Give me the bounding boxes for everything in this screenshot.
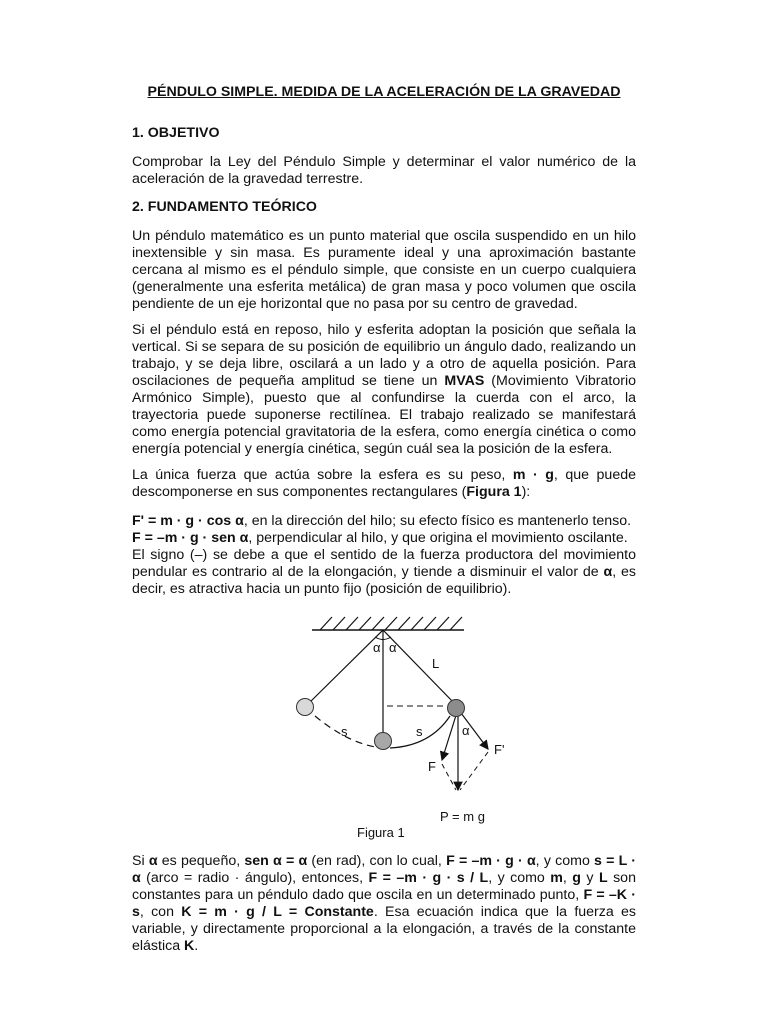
paragraph-objetivo: Comprobar la Ley del Péndulo Simple y determinar el valor numérico de la aceleración de la gravedad terrestre. <box>132 154 636 187</box>
label-alpha-left: α <box>373 640 381 655</box>
formula-f: F = –m · g · sen α <box>132 530 249 546</box>
label-f-prime: F' <box>494 742 505 757</box>
text-segment: La única fuerza que actúa sobre la esfera es su peso, <box>132 467 513 483</box>
formula: F = –m · g · s / L <box>368 870 489 886</box>
label-f: F <box>428 759 436 774</box>
paragraph-componentes <box>132 513 636 598</box>
text-segment: , en la dirección del hilo; su efecto físico es mantenerlo tenso. <box>243 513 632 529</box>
weight-term: m · g <box>512 467 554 483</box>
text-segment: , y como <box>535 853 595 869</box>
text-segment: , con <box>139 904 182 920</box>
formula-f-prime: F' = m · g · cos α <box>132 513 244 529</box>
text-segment: (arco = radio · ángulo), entonces, <box>140 870 369 886</box>
bob-left <box>297 699 314 716</box>
label-weight: P = m g <box>440 809 485 824</box>
formula: sen α = α <box>244 853 308 869</box>
text-segment: . <box>194 938 199 954</box>
trajectory-arc <box>315 716 383 748</box>
text-segment: . Esa ecuación indica que la fuerza es variable, y directamente proporcional a la elongación, a través de la constante elástica <box>132 904 636 954</box>
text-segment: es pequeño, <box>157 853 245 869</box>
dashed-projection <box>442 764 456 790</box>
label-alpha-right: α <box>389 640 397 655</box>
formula: K = m · g / L = Constante <box>181 904 374 920</box>
paragraph-pendulo-matematico: Un péndulo matemático es un punto material que oscila suspendido en un hilo inextensible y sin masa. Es puramente ideal y una aproximación bastante cercana al mismo es el péndulo simple, que consiste en un cuerpo cualquiera (generalmente una esferita metálica) de gran masa y poco volumen que oscila pendiente de un eje horizontal que no pasa por su centro de gravedad. <box>132 228 636 312</box>
force-line-tension <box>132 513 636 530</box>
paragraph-fuerza-peso <box>132 467 636 501</box>
text-segment: , es decir, es atractiva hacia un punto fijo (posición de equilibrio). <box>132 564 636 597</box>
formula: F = –K · s <box>132 887 637 920</box>
dashed-projection <box>460 752 488 790</box>
label-arc-left: s <box>341 724 348 739</box>
text-segment: , <box>562 870 573 886</box>
variable: m <box>550 870 563 886</box>
text-segment: , perpendicular al hilo, y que origina el movimiento oscilante. <box>248 530 628 546</box>
variable: g <box>572 870 581 886</box>
figure-reference: Figura 1 <box>466 484 522 500</box>
section-heading-objetivo: 1. OBJETIVO <box>132 125 220 141</box>
paragraph-pequeno-angulo <box>132 853 636 955</box>
text-segment: y <box>580 870 599 886</box>
variable: L <box>598 870 608 886</box>
formula: F = –m · g · α <box>446 853 536 869</box>
label-alpha-force: α <box>462 723 470 738</box>
bob-center <box>375 733 392 750</box>
sign-explanation <box>132 547 636 598</box>
paragraph-reposo <box>132 322 636 458</box>
text-segment: El signo (–) se debe a que el sentido de la fuerza productora del movimiento pendular es contrario al de la elongación, y tiende a disminuir el valor de <box>132 547 636 580</box>
text-segment: son constantes para un péndulo dado que oscila en un determinado punto, <box>132 870 636 903</box>
formula: s = L · α <box>132 853 637 886</box>
mvas-term: MVAS <box>444 373 485 389</box>
ceiling-support <box>312 617 464 630</box>
figure-caption: Figura 1 <box>357 825 405 840</box>
section-heading-fundamento: 2. FUNDAMENTO TEÓRICO <box>132 199 317 215</box>
pendulum-figure <box>0 600 768 850</box>
text-segment: ): <box>521 484 531 500</box>
text-segment: , que puede descomponerse en sus componentes rectangulares ( <box>132 467 636 500</box>
label-length: L <box>432 656 440 671</box>
bob-right <box>448 700 465 717</box>
alpha-symbol: α <box>148 853 158 869</box>
text-segment: (en rad), con lo cual, <box>307 853 447 869</box>
alpha-symbol: α <box>603 564 613 580</box>
text-segment: (Movimiento Vibratorio Armónico Simple), puesto que al confundirse la cuerda con el arco, la trayectoria puede suponerse rectilínea. El trabajo realizado se manifestará como energía potencial gravitatoria de la esfera, como energía cinética o como energía potencial y energía cinética, según cuál sea la posición de la esfera. <box>132 373 637 457</box>
string-left <box>307 630 383 705</box>
text-segment: , y como <box>488 870 551 886</box>
force-line-restoring <box>132 530 636 547</box>
text-segment: Si <box>132 853 149 869</box>
page-title: PÉNDULO SIMPLE. MEDIDA DE LA ACELERACIÓN DE LA GRAVEDAD <box>147 84 621 100</box>
variable: K <box>184 938 195 954</box>
text-segment: Si el péndulo está en reposo, hilo y esferita adoptan la posición que señala la vertical. Si se separa de su posición de equilibrio un ángulo dado, realizando un trabajo, y se deja libre, oscilará a un lado y a otro de aquella posición. Para oscilaciones de pequeña amplitud se tiene un <box>132 322 636 389</box>
label-arc-right: s <box>416 724 423 739</box>
